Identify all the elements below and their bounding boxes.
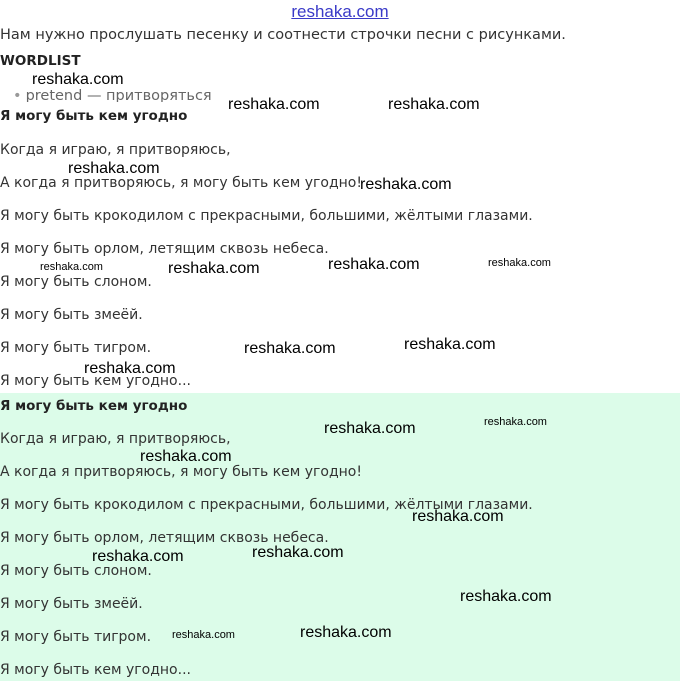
watermark: reshaka.com (84, 360, 176, 377)
song-line: А когда я притворяюсь, я могу быть кем угодно! (0, 175, 362, 191)
watermark: reshaka.com (488, 257, 551, 269)
watermark: reshaka.com (140, 448, 232, 465)
watermark: reshaka.com (460, 588, 552, 605)
song-line: Я могу быть орлом, летящим сквозь небеса. (0, 530, 329, 546)
song-title: Я могу быть кем угодно (0, 398, 188, 414)
song-line: Когда я играю, я притворяюсь, (0, 142, 231, 158)
bullet-icon: • (13, 88, 22, 102)
song-line: Я могу быть кем угодно... (0, 662, 191, 678)
song-line: Я могу быть змеёй. (0, 596, 143, 612)
watermark: reshaka.com (252, 544, 344, 561)
wordlist-heading: WORDLIST (0, 53, 81, 69)
watermark: reshaka.com (172, 629, 235, 641)
song-line: Я могу быть тигром. (0, 340, 152, 356)
song-line: Я могу быть слоном. (0, 274, 152, 290)
song-line: Я могу быть змеёй. (0, 307, 143, 323)
watermark: reshaka.com (328, 256, 420, 273)
song-line: А когда я притворяюсь, я могу быть кем угодно! (0, 464, 362, 480)
watermark: reshaka.com (244, 340, 336, 357)
song-line: Я могу быть слоном. (0, 563, 152, 579)
song-line: Когда я играю, я притворяюсь, (0, 431, 231, 447)
song-line: Я могу быть крокодилом с прекрасными, большими, жёлтыми глазами. (0, 208, 533, 224)
song-line: Я могу быть тигром. (0, 629, 152, 645)
watermark: reshaka.com (404, 336, 496, 353)
watermark: reshaka.com (32, 71, 124, 88)
site-link[interactable]: reshaka.com (291, 2, 389, 21)
song-line: Я могу быть орлом, летящим сквозь небеса. (0, 241, 329, 257)
intro-text: Нам нужно прослушать песенку и соотнести строчки песни с рисунками. (0, 27, 566, 43)
watermark: reshaka.com (68, 160, 160, 177)
watermark: reshaka.com (484, 416, 547, 428)
wordlist-item-text: pretend — притворяться (25, 88, 212, 102)
watermark: reshaka.com (92, 548, 184, 565)
watermark: reshaka.com (228, 96, 320, 113)
watermark: reshaka.com (40, 261, 103, 273)
song-line: Я могу быть крокодилом с прекрасными, большими, жёлтыми глазами. (0, 497, 533, 513)
watermark: reshaka.com (300, 624, 392, 641)
watermark: reshaka.com (388, 96, 480, 113)
song-line: Я могу быть кем угодно... (0, 373, 191, 389)
song-title: Я могу быть кем угодно (0, 108, 188, 124)
watermark: reshaka.com (360, 176, 452, 193)
wordlist-item (13, 88, 212, 102)
watermark: reshaka.com (168, 260, 260, 277)
watermark: reshaka.com (324, 420, 416, 437)
watermark: reshaka.com (412, 508, 504, 525)
